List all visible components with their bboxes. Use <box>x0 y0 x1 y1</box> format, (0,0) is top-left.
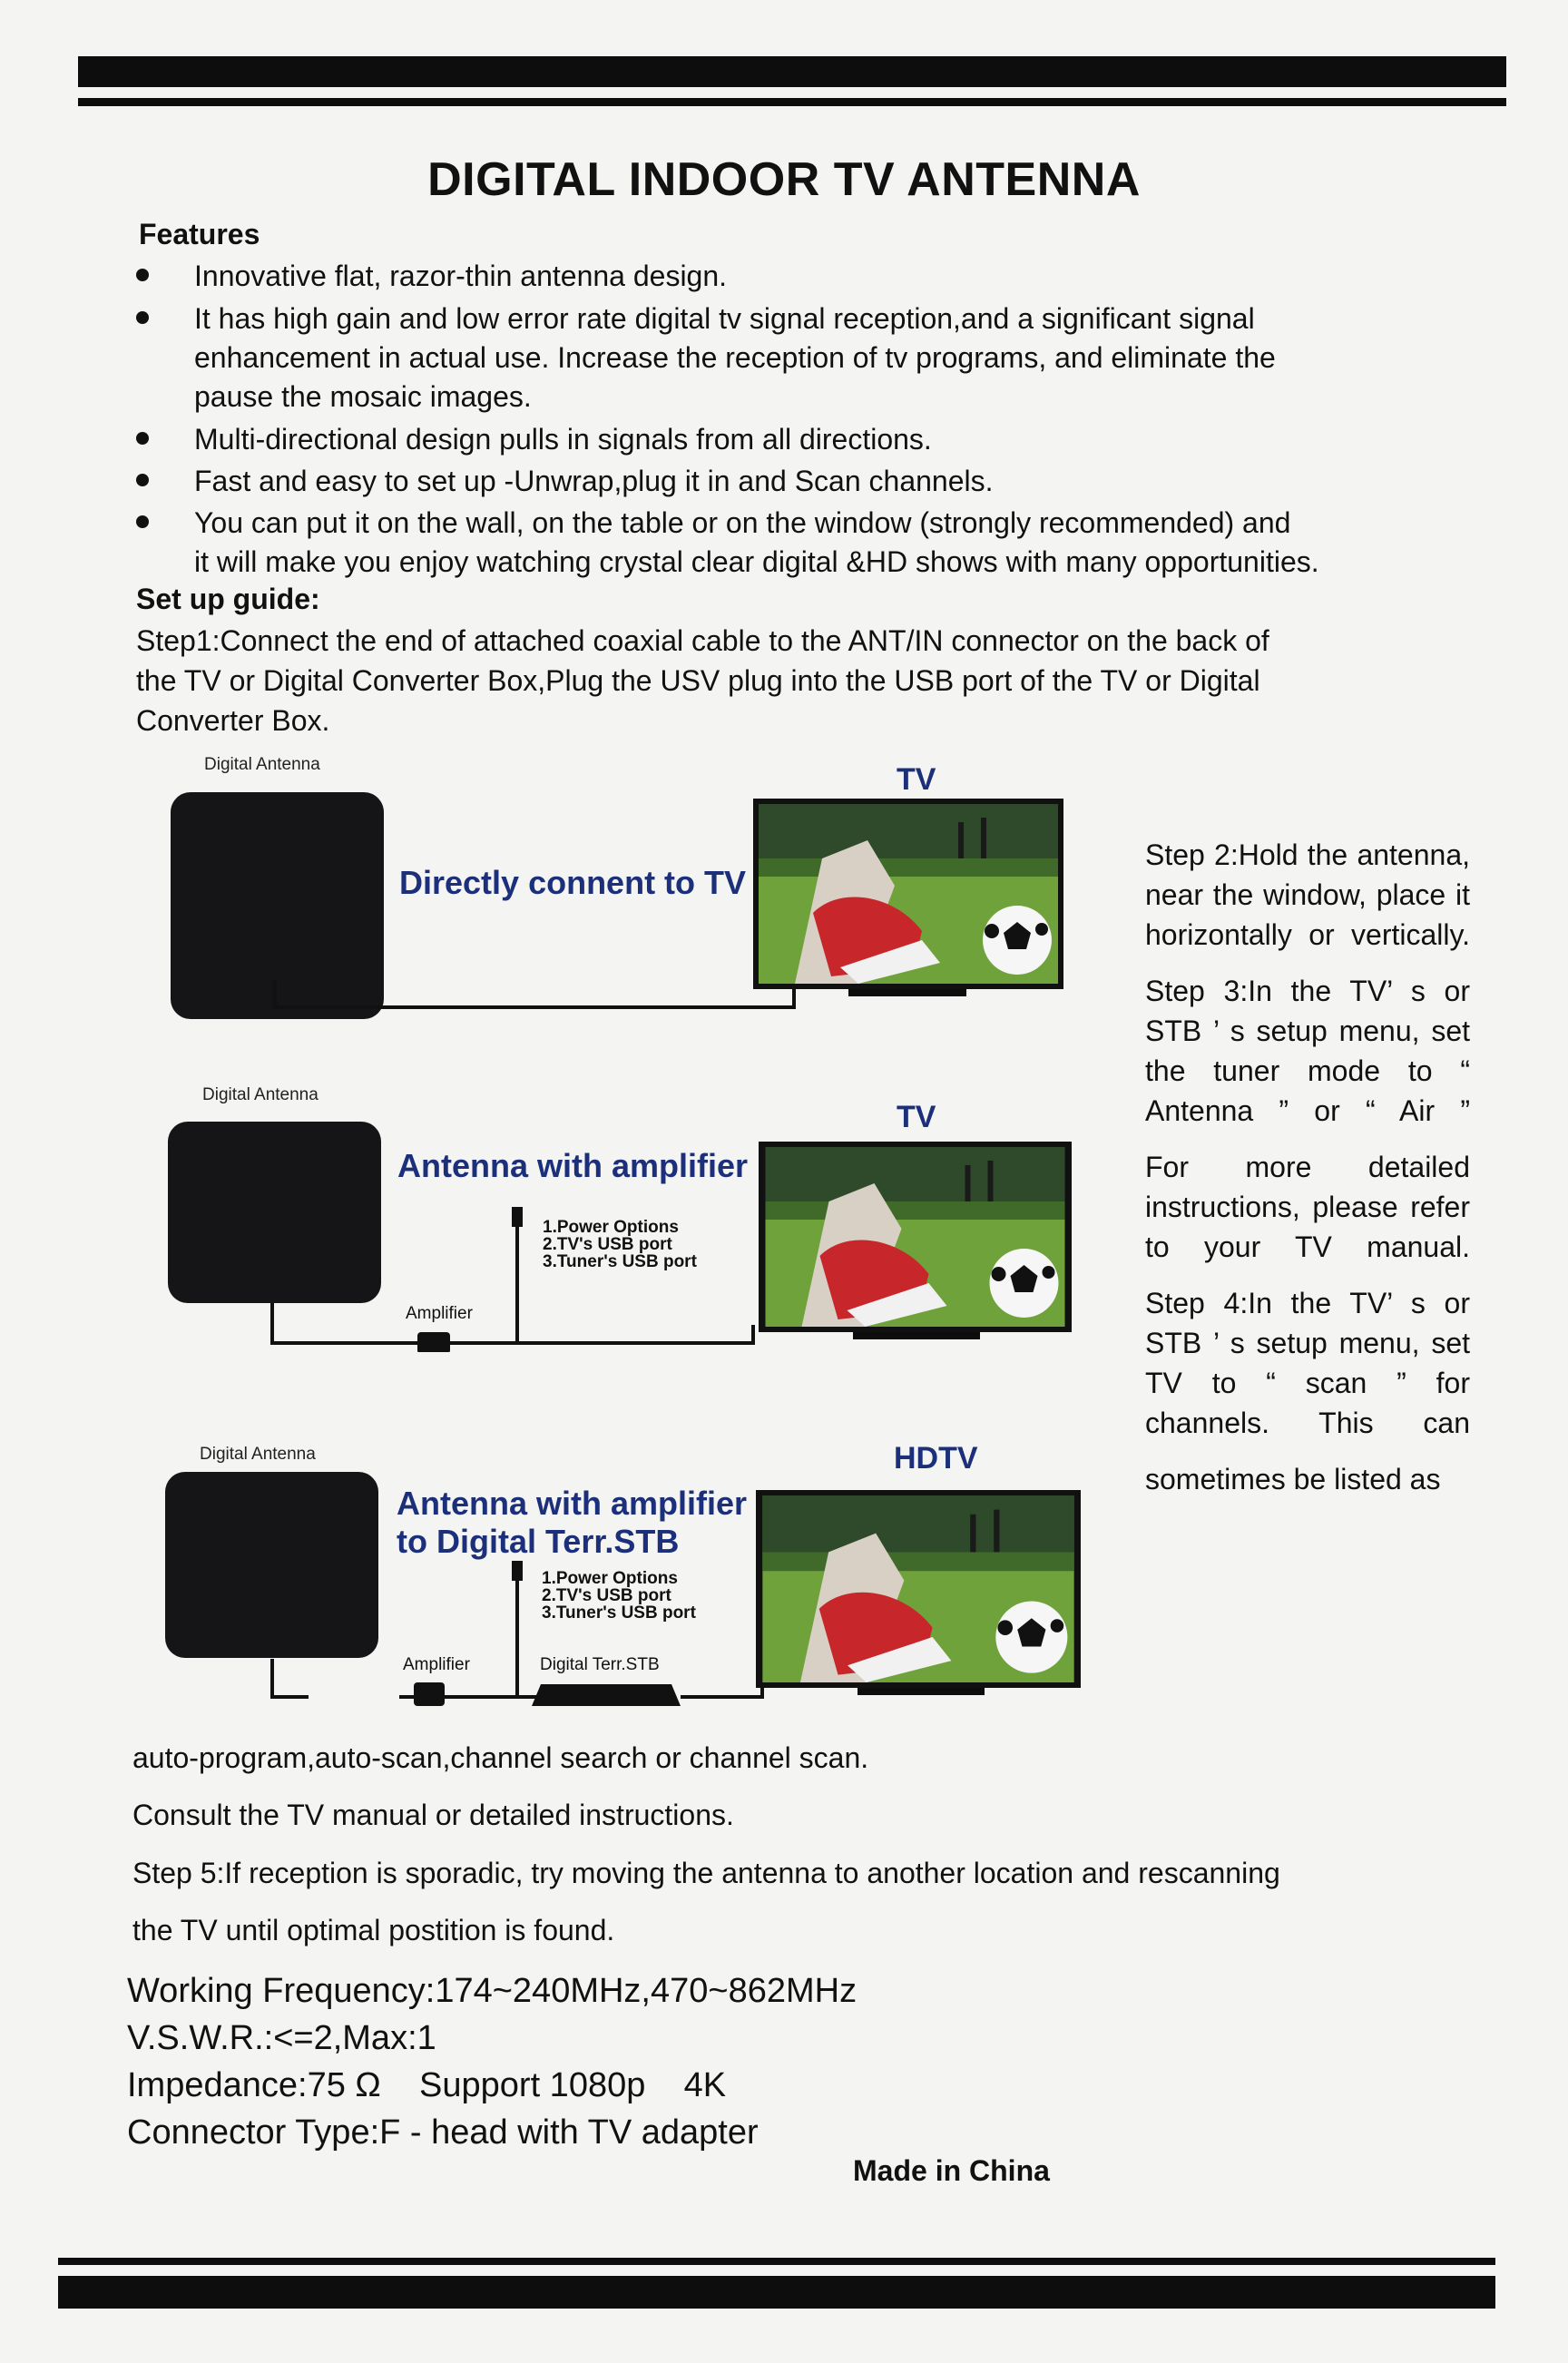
features-heading: Features <box>139 218 260 250</box>
made-in-label: Made in China <box>853 2154 1050 2187</box>
tv-stand <box>848 989 966 996</box>
diagram-caption: Directly connent to TV <box>399 864 747 901</box>
power-options-list: 1.Power Options 2.TV's USB port 3.Tuner's USB port <box>543 1218 697 1271</box>
feature-item: Multi-directional design pulls in signals from all directions. <box>194 423 932 456</box>
tv-set <box>759 1142 1072 1332</box>
amplifier-cable <box>263 1207 771 1352</box>
tv-label: TV <box>897 1100 936 1134</box>
tv-stand <box>858 1688 985 1695</box>
bottom-thick-bar <box>58 2276 1495 2309</box>
antenna-label: Digital Antenna <box>204 755 320 774</box>
diagram-caption: Antenna with amplifier to Digital Terr.STB <box>397 1485 748 1560</box>
soccer-scene-icon <box>759 804 1058 984</box>
tv-stand <box>853 1332 980 1339</box>
amplifier-label: Amplifier <box>406 1304 473 1323</box>
coax-cable <box>263 980 808 1016</box>
step3-text: Step 3:In the TV’ s or STB ’ s setup menu, set the tuner mode to “ Antenna ” or “ Air ” <box>1145 975 1470 1127</box>
feature-item: Fast and easy to set up -Unwrap,plug it in and Scan channels. <box>194 465 994 497</box>
soccer-scene-icon <box>761 1495 1075 1682</box>
power-options-list: 1.Power Options 2.TV's USB port 3.Tuner's USB port <box>542 1569 696 1623</box>
spec-vswr: V.S.W.R.:<=2,Max:1 <box>127 2019 436 2057</box>
step4-continued: sometimes be listed as <box>1145 1463 1441 1495</box>
diagram-caption: Antenna with amplifier <box>397 1147 749 1184</box>
bottom-thin-bar <box>58 2258 1495 2265</box>
setup-heading: Set up guide: <box>136 583 320 615</box>
soccer-scene-icon <box>764 1147 1066 1327</box>
stb-cable <box>254 1561 780 1724</box>
stb-label: Digital Terr.STB <box>540 1655 660 1674</box>
more-info-text: For more detailed instructions, please refer to your TV manual. <box>1145 1151 1470 1263</box>
spec-connector: Connector Type:F - head with TV adapter <box>127 2113 759 2152</box>
tv-label: HDTV <box>894 1441 978 1476</box>
spec-frequency: Working Frequency:174~240MHz,470~862MHz <box>127 1972 858 2010</box>
amplifier-label: Amplifier <box>403 1655 470 1674</box>
side-instructions <box>1145 835 1470 1499</box>
feature-item: It has high gain and low error rate digital tv signal reception,and a significant signal enhancement in actual use. Increase the reception of tv programs, and eliminate the pause the mosaic images. <box>194 302 1276 413</box>
spec-impedance: Impedance:75 Ω Support 1080p 4K <box>127 2066 727 2104</box>
page-title: DIGITAL INDOOR TV ANTENNA <box>427 153 1141 206</box>
antenna-label: Digital Antenna <box>202 1085 318 1104</box>
feature-item: You can put it on the wall, on the table or on the window (strongly recommended) and it will make you enjoy watching crystal clear digital &HD shows with many opportunities. <box>194 506 1319 578</box>
feature-item: Innovative flat, razor-thin antenna design. <box>194 260 728 292</box>
step4-text: Step 4:In the TV’ s or STB ’ s setup menu, set TV to “ scan ” for channels. This can <box>1145 1287 1470 1439</box>
tv-set <box>756 1490 1081 1688</box>
step2-text: Step 2:Hold the antenna, near the window, place it horizontally or vertically. <box>1145 838 1470 951</box>
antenna-label: Digital Antenna <box>200 1445 316 1464</box>
tv-set <box>753 799 1063 989</box>
tv-label: TV <box>897 762 936 797</box>
